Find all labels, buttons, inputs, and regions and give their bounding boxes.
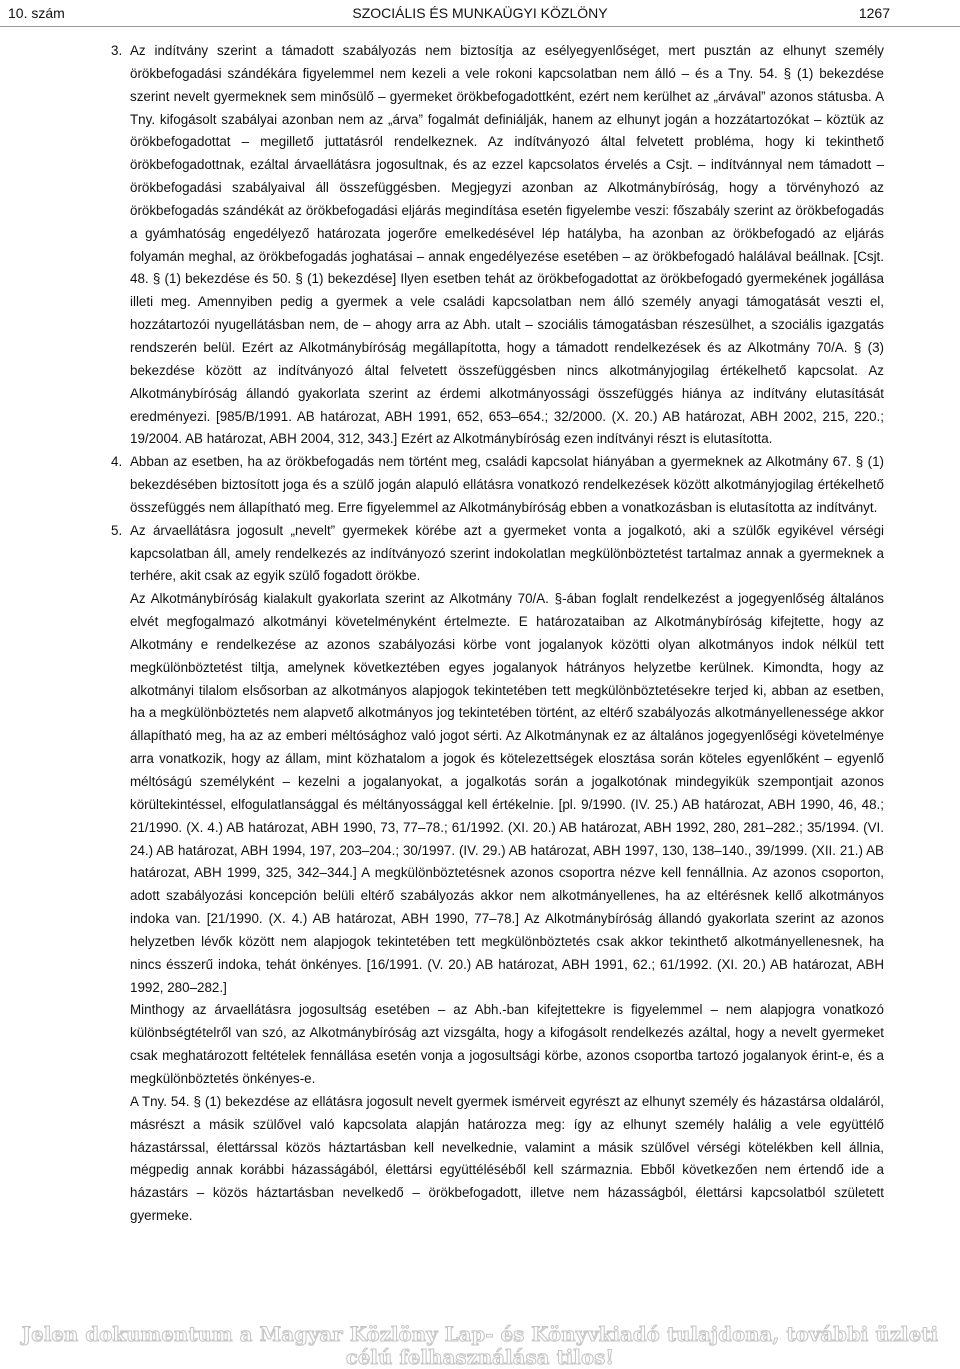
list-item-5 xyxy=(87,520,884,1228)
paragraph: Az árvaellátásra jogosult „nevelt” gyermekek körébe azt a gyermeket vonta a jogalkotó, aki a szülők egyikével vérségi kapcsolatban áll, amely rendelkezés az indítványozó szerint indokolatlan megkülönböztetést tartalmaz annak a gyermeknek a terhére, akit csak az egyik szülő fogadott örökbe. xyxy=(130,522,884,584)
header-divider xyxy=(0,26,960,27)
paragraph: Minthogy az árvaellátásra jogosultság esetében – az Abh.-ban kifejtettekre is figyelemmel – nem alapjogra vonatkozó különbségtételről van szó, az Alkotmánybíróság azt vizsgálta, hogy a kifogásolt rendelkezés azáltal, hogy a nevelt gyermeket csak meghatározott feltételek fennállása esetén vonja a jogosultsági körbe, azonos csoportba tartozó jogalanyok érint-e, és a megkülönböztetés önkényes-e. xyxy=(130,1002,884,1086)
list-item-3 xyxy=(87,40,884,451)
page-header xyxy=(0,0,960,26)
item-number: 4. xyxy=(111,454,123,470)
paragraph: A Tny. 54. § (1) bekezdése az ellátásra jogosult nevelt gyermek ismérveit egyrészt az elhunyt személy és házastársa oldaláról, másrészt a másik szülővel való kapcsolata alapján határozza meg: így az elhunyt személy halálig a vele együttélő házastárssal, élettárssal közös háztartásban kell nevelkednie, valamint a másik szülővel vérségi kötelékben kell állnia, mégpedig annak korábbi házasságából, élettársi együttéléséből kell származnia. Ebből következően nem értendő ide a házastárs – közös háztartásban nevelkedő – örökbefogadott, illetve nem házasságból, élettársi kapcsolatból született gyermeke. xyxy=(130,1093,884,1224)
item-number: 3. xyxy=(111,43,123,58)
paragraph: Abban az esetben, ha az örökbefogadás nem történt meg, családi kapcsolat hiányában a gyermeknek az Alkotmány 67. § (1) bekezdésében biztosított joga és a szülő jogán alapuló ellátásra vonatkozó rendelkezések között alkotmányjogilag értékelhető összefüggés nem állapítható meg. Erre figyelemmel az Alkotmánybíróság ebben a vonatkozásban is elutasította az indítványt. xyxy=(130,454,884,515)
publication-title: SZOCIÁLIS ÉS MUNKAÜGYI KÖZLÖNY xyxy=(352,5,608,21)
issue-number: 10. szám xyxy=(8,5,65,21)
copyright-watermark: Jelen dokumentum a Magyar Közlöny Lap- és Könyvkiadó tulajdona, további üzleti célú felhasználása tilos! xyxy=(21,1323,939,1369)
item-number: 5. xyxy=(111,522,123,538)
page-number: 1267 xyxy=(858,5,890,21)
document-body xyxy=(87,40,884,1228)
list-item-4 xyxy=(87,451,884,520)
paragraph: Az indítvány szerint a támadott szabályozás nem biztosítja az esélyegyenlőséget, mert pusztán az elhunyt személy örökbefogadási szándékára figyelemmel nem kezeli a vele rokoni kapcsolatban nem álló – és a Tny. 54. § (1) bekezdése szerint nevelt gyermeknek sem minősülő – gyermeket örökbefogadottként, ezért nem kerülhet az „árvával” azonos státusba. A Tny. kifogásolt szabályai azonban nem az „árva” fogalmát definiálják, hanem az elhunyt jogán a hozzátartozókat – köztük az örökbefogadottat – megillető juttatásról rendelkeznek. Az indítványozó által felvetett probléma, hogy ki tekinthető örökbefogadottnak, ezáltal árvaellátásra jogosultnak, és az ezzel kapcsolatos érvelés a Csjt. – indítvánnyal nem támadott – örökbefogadási szabályaival áll összefüggésben. Megjegyzi azonban az Alkotmánybíróság, hogy a törvényhozó az örökbefogadás szándékát az örökbefogadási eljárás megindítása esetén figyelembe veszi: főszabály szerint az örökbefogadás a gyámhatóság engedélyező határozata jogerőre emelkedésével lép hatályba, ha azonban az örökbefogadó az eljárás folyamán meghal, az örökbefogadás joghatásai – annak engedélyezése esetében – az örökbefogadó halálával beállnak. [Csjt. 48. § (1) bekezdése és 50. § (1) bekezdése] Ilyen esetben tehát az örökbefogadottat az örökbefogadó gyermekének jogállása illeti meg. Amennyiben pedig a gyermek a vele családi kapcsolatban nem álló személy anyagi támogatását veszti el, hozzátartozói nyugellátásban nem, de – ahogy arra az Abh. utalt – szociális támogatásban részesülhet, a szociális igazgatás rendszerén belül. Ezért az Alkotmánybíróság megállapította, hogy a támadott rendelkezések és az Alkotmány 70/A. § (3) bekezdése között az indítványozó által felvetett összefüggésben nincs alkotmányjogilag értékelhető kapcsolat. Az Alkotmánybíróság állandó gyakorlata szerint az érdemi alkotmányossági összefüggés hiánya az indítvány elutasítását eredményezi. [985/B/1991. AB határozat, ABH 1991, 652, 653–654.; 32/2000. (X. 20.) AB határozat, ABH 2002, 215, 220.; 19/2004. AB határozat, ABH 2004, 312, 343.] Ezért az Alkotmánybíróság ezen indítványi részt is elutasította. xyxy=(130,43,884,447)
paragraph: Az Alkotmánybíróság kialakult gyakorlata szerint az Alkotmány 70/A. §-ában foglalt rendelkezést a jogegyenlőség általános elvét megfogalmazó alkotmányi követelményként értelmezte. E határozataiban az Alkotmánybíróság kifejtette, hogy az Alkotmány e rendelkezése az azonos szabályozási körbe vont jogalanyok közötti olyan alkotmányos indok nélkül tett megkülönböztetést tiltja, amelynek következtében egyes jogalanyok hátrányos helyzetbe kerülnek. Kimondta, hogy az alkotmányi tilalom elsősorban az alkotmányos alapjogok tekintetében tett megkülönböztetésekre terjed ki, abban az esetben, ha a megkülönböztetés nem alapvető alkotmányos jog tekintetében történt, az eltérő szabályozás alkotmányellenessége akkor állapítható meg, ha az az emberi méltósághoz való jogot sérti. Az Alkotmánynak ez az általános jogegyenlőségi követelménye arra vonatkozik, hogy az állam, mint közhatalom a jogok és kötelezettségek elosztása során köteles egyenlőként – egyenlő méltóságú személyként – kezelni a jogalanyokat, a jogalkotás során a jogalkotónak mindegyikük szempontjait azonos körültekintéssel, elfogulatlansággal és méltányossággal kell értékelnie. [pl. 9/1990. (IV. 25.) AB határozat, ABH 1990, 46, 48.; 21/1990. (X. 4.) AB határozat, ABH 1990, 73, 77–78.; 61/1992. (XI. 20.) AB határozat, ABH 1992, 280, 281–282.; 35/1994. (VI. 24.) AB határozat, ABH 1994, 197, 203–204.; 30/1997. (IV. 29.) AB határozat, ABH 1997, 130, 138–140., 39/1999. (XII. 21.) AB határozat, ABH 1999, 325, 342–344.] A megkülönböztetésnek azonos csoportra nézve kell fennállnia. Az azonos csoporton, adott szabályozási koncepción belüli eltérő szabályozás akkor nem alkotmányellenes, ha az eltérésnek kellő alkotmányos indoka van. [21/1990. (X. 4.) AB határozat, ABH 1990, 77–78.] Az Alkotmánybíróság állandó gyakorlata szerint az azonos helyzetben lévők között nem alapjogok tekintetében tett megkülönböztetés csak akkor tekinthető alkotmányellenesnek, ha nincs ésszerű indoka, tehát önkényes. [16/1991. (V. 20.) AB határozat, ABH 1991, 62.; 61/1992. (XI. 20.) AB határozat, ABH 1992, 280–282.] xyxy=(130,591,884,995)
